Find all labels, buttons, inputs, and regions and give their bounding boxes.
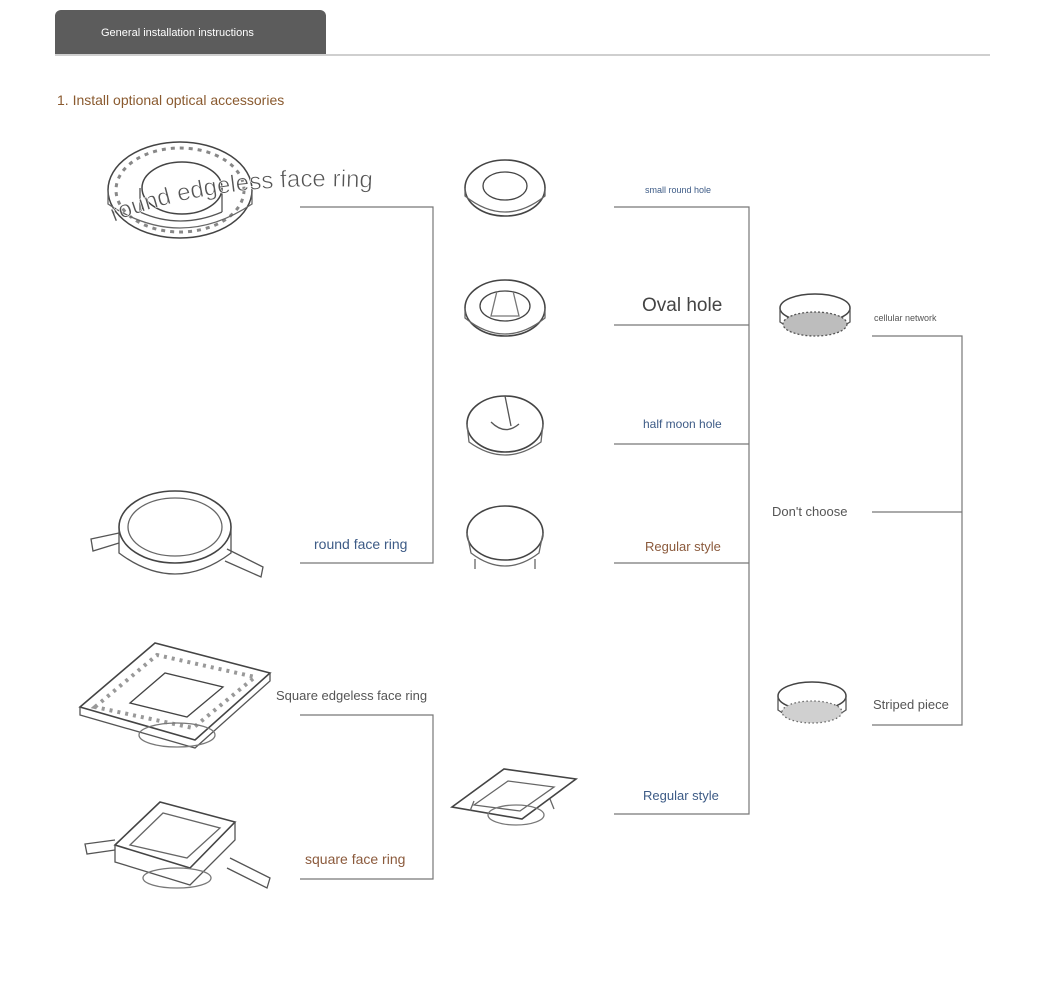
oval-hole-label: Oval hole — [642, 295, 723, 316]
round-ring-label: round face ring — [314, 536, 408, 552]
regular-square-style-label: Regular style — [643, 788, 719, 803]
square-edgeless-ring-image — [80, 643, 270, 748]
round-edgeless-ring-label: round edgeless face ring — [106, 165, 374, 228]
striped-piece-image — [778, 682, 846, 723]
section-heading: 1. Install optional optical accessories — [57, 92, 285, 108]
small-round-hole-label: small round hole — [645, 185, 712, 195]
small-round-hole-image — [465, 160, 545, 216]
square-ring-image — [85, 802, 270, 888]
regular-round-style-image — [467, 506, 543, 569]
cellular-network-image — [780, 294, 850, 336]
half-moon-hole-image — [467, 396, 543, 455]
square-ring-label: square face ring — [305, 851, 406, 867]
round-ring-image — [91, 491, 263, 577]
tab-label: General installation instructions — [101, 26, 254, 39]
round-edgeless-label-art — [92, 150, 452, 240]
square-edgeless-ring-label: Square edgeless face ring — [276, 688, 428, 703]
dont-choose-label: Don't choose — [772, 504, 848, 519]
half-moon-hole-label: half moon hole — [643, 417, 722, 431]
cellular-network-label: cellular network — [874, 313, 937, 323]
regular-square-style-image — [452, 769, 576, 825]
regular-round-style-label: Regular style — [645, 539, 721, 554]
svg-text:round edgeless face ring — [106, 165, 373, 227]
striped-piece-label: Striped piece — [873, 697, 949, 712]
oval-hole-image — [465, 280, 545, 336]
